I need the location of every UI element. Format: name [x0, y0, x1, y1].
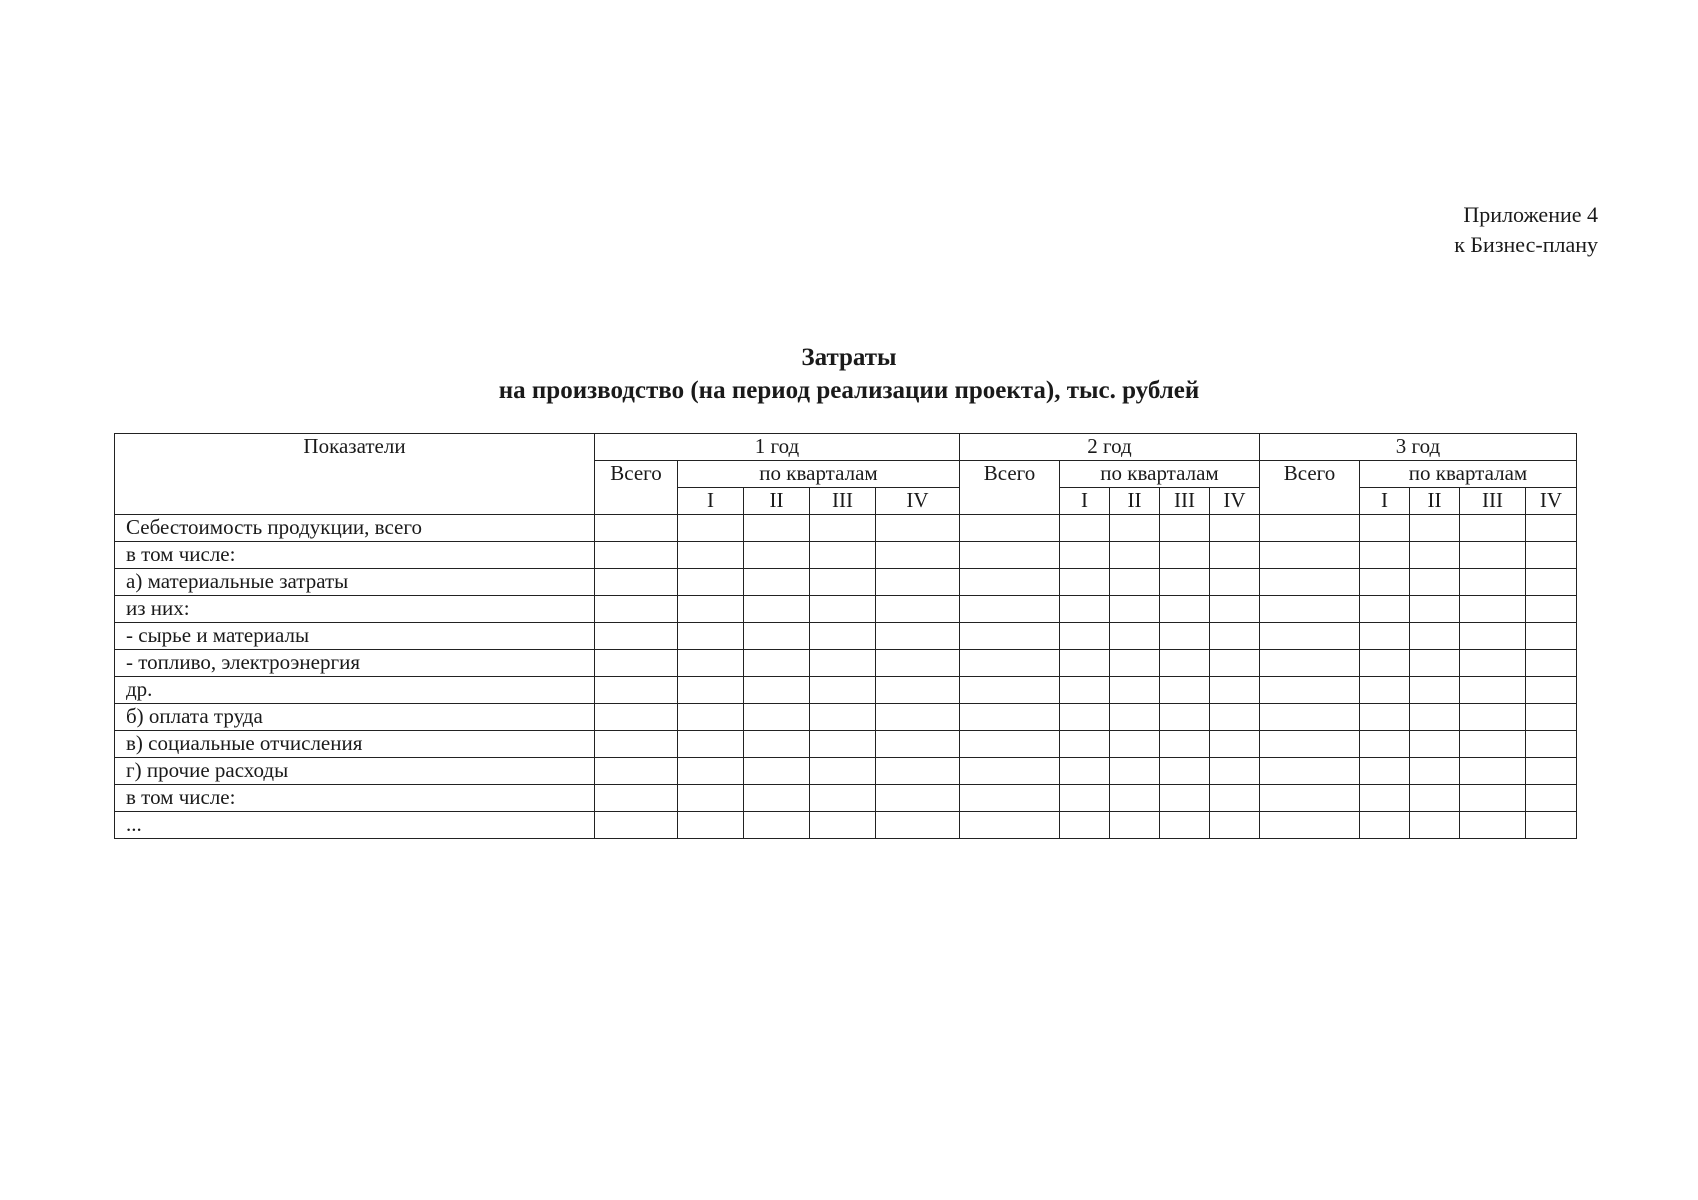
value-cell — [1526, 515, 1577, 542]
value-cell — [1410, 650, 1460, 677]
value-cell — [595, 758, 678, 785]
value-cell — [1410, 758, 1460, 785]
year-1-quarters-header: по кварталам — [678, 461, 960, 488]
value-cell — [1360, 650, 1410, 677]
value-cell — [1410, 542, 1460, 569]
value-cell — [595, 515, 678, 542]
row-label: в) социальные отчисления — [115, 731, 595, 758]
value-cell — [744, 785, 810, 812]
value-cell — [744, 623, 810, 650]
value-cell — [1526, 569, 1577, 596]
year-3-header: 3 год — [1260, 434, 1577, 461]
value-cell — [1260, 812, 1360, 839]
value-cell — [1160, 515, 1210, 542]
value-cell — [810, 596, 876, 623]
value-cell — [960, 812, 1060, 839]
value-cell — [1526, 542, 1577, 569]
value-cell — [1210, 704, 1260, 731]
row-label: др. — [115, 677, 595, 704]
value-cell — [1110, 785, 1160, 812]
value-cell — [1526, 785, 1577, 812]
value-cell — [1160, 623, 1210, 650]
value-cell — [744, 596, 810, 623]
value-cell — [960, 785, 1060, 812]
value-cell — [1060, 515, 1110, 542]
value-cell — [1110, 596, 1160, 623]
value-cell — [1360, 569, 1410, 596]
table-row — [115, 623, 1577, 650]
title-subtitle: на производство (на период реализации проекта), тыс. рублей — [498, 377, 1200, 404]
year-2-total-header: Всего — [960, 461, 1060, 515]
appendix-number: Приложение 4 — [1463, 202, 1598, 227]
value-cell — [1526, 758, 1577, 785]
value-cell — [960, 704, 1060, 731]
value-cell — [876, 812, 960, 839]
value-cell — [810, 623, 876, 650]
value-cell — [810, 677, 876, 704]
value-cell — [960, 569, 1060, 596]
value-cell — [1360, 731, 1410, 758]
value-cell — [1260, 623, 1360, 650]
value-cell — [1060, 596, 1110, 623]
value-cell — [1410, 812, 1460, 839]
table-row — [115, 758, 1577, 785]
value-cell — [744, 542, 810, 569]
value-cell — [1526, 731, 1577, 758]
value-cell — [876, 623, 960, 650]
value-cell — [1260, 650, 1360, 677]
year-3-quarter-header: III — [1460, 488, 1526, 515]
row-label: Себестоимость продукции, всего — [115, 515, 595, 542]
value-cell — [1160, 542, 1210, 569]
value-cell — [744, 650, 810, 677]
value-cell — [1110, 650, 1160, 677]
value-cell — [1260, 731, 1360, 758]
value-cell — [1060, 542, 1110, 569]
value-cell — [678, 677, 744, 704]
value-cell — [1060, 704, 1110, 731]
value-cell — [876, 515, 960, 542]
value-cell — [1360, 677, 1410, 704]
value-cell — [876, 542, 960, 569]
year-2-header: 2 год — [960, 434, 1260, 461]
value-cell — [1460, 785, 1526, 812]
value-cell — [678, 569, 744, 596]
value-cell — [1210, 515, 1260, 542]
value-cell — [1460, 515, 1526, 542]
value-cell — [1160, 785, 1210, 812]
value-cell — [678, 812, 744, 839]
value-cell — [678, 596, 744, 623]
year-1-header: 1 год — [595, 434, 960, 461]
value-cell — [1060, 677, 1110, 704]
value-cell — [1110, 758, 1160, 785]
header-row-years — [115, 434, 1577, 461]
value-cell — [595, 623, 678, 650]
value-cell — [1460, 731, 1526, 758]
value-cell — [1060, 812, 1110, 839]
value-cell — [595, 596, 678, 623]
value-cell — [1460, 704, 1526, 731]
row-label: а) материальные затраты — [115, 569, 595, 596]
value-cell — [678, 785, 744, 812]
document-title — [0, 341, 1698, 407]
value-cell — [1410, 596, 1460, 623]
year-2-quarter-header: II — [1110, 488, 1160, 515]
value-cell — [810, 704, 876, 731]
value-cell — [678, 515, 744, 542]
value-cell — [1260, 515, 1360, 542]
value-cell — [1110, 569, 1160, 596]
row-label: в том числе: — [115, 785, 595, 812]
value-cell — [1210, 542, 1260, 569]
value-cell — [1060, 785, 1110, 812]
table-row — [115, 650, 1577, 677]
value-cell — [595, 569, 678, 596]
value-cell — [876, 596, 960, 623]
year-3-quarters-header: по кварталам — [1360, 461, 1577, 488]
value-cell — [876, 569, 960, 596]
value-cell — [1160, 677, 1210, 704]
value-cell — [1360, 596, 1410, 623]
value-cell — [1526, 812, 1577, 839]
value-cell — [1110, 542, 1160, 569]
value-cell — [876, 677, 960, 704]
value-cell — [1110, 704, 1160, 731]
value-cell — [1410, 704, 1460, 731]
table-row — [115, 731, 1577, 758]
value-cell — [1210, 569, 1260, 596]
value-cell — [744, 758, 810, 785]
value-cell — [1410, 569, 1460, 596]
value-cell — [1060, 623, 1110, 650]
value-cell — [1060, 758, 1110, 785]
value-cell — [810, 731, 876, 758]
value-cell — [810, 650, 876, 677]
value-cell — [1460, 542, 1526, 569]
value-cell — [744, 704, 810, 731]
value-cell — [595, 542, 678, 569]
value-cell — [960, 758, 1060, 785]
value-cell — [960, 650, 1060, 677]
value-cell — [1460, 812, 1526, 839]
value-cell — [744, 731, 810, 758]
table-body — [115, 515, 1577, 839]
value-cell — [1260, 596, 1360, 623]
year-1-quarter-header: IV — [876, 488, 960, 515]
value-cell — [1526, 704, 1577, 731]
value-cell — [1360, 704, 1410, 731]
value-cell — [1210, 785, 1260, 812]
value-cell — [1110, 731, 1160, 758]
row-label: - топливо, электроэнергия — [115, 650, 595, 677]
table-header — [115, 434, 1577, 515]
appendix-note — [1454, 200, 1598, 260]
value-cell — [1160, 812, 1210, 839]
title-main: Затраты — [801, 344, 897, 371]
value-cell — [960, 515, 1060, 542]
value-cell — [1210, 758, 1260, 785]
value-cell — [1526, 596, 1577, 623]
year-2-quarter-header: III — [1160, 488, 1210, 515]
value-cell — [595, 731, 678, 758]
value-cell — [1360, 758, 1410, 785]
appendix-reference: к Бизнес-плану — [1454, 232, 1598, 257]
year-3-quarter-header: II — [1410, 488, 1460, 515]
value-cell — [1260, 704, 1360, 731]
value-cell — [810, 758, 876, 785]
value-cell — [810, 515, 876, 542]
value-cell — [1060, 731, 1110, 758]
value-cell — [1460, 596, 1526, 623]
value-cell — [1410, 515, 1460, 542]
value-cell — [1210, 596, 1260, 623]
value-cell — [595, 650, 678, 677]
value-cell — [810, 569, 876, 596]
value-cell — [1360, 785, 1410, 812]
value-cell — [960, 542, 1060, 569]
value-cell — [1526, 677, 1577, 704]
value-cell — [595, 704, 678, 731]
value-cell — [678, 650, 744, 677]
year-3-quarter-header: IV — [1526, 488, 1577, 515]
row-label: из них: — [115, 596, 595, 623]
production-costs-table — [114, 433, 1577, 839]
value-cell — [1526, 623, 1577, 650]
value-cell — [1526, 650, 1577, 677]
value-cell — [1210, 731, 1260, 758]
value-cell — [1360, 812, 1410, 839]
value-cell — [810, 812, 876, 839]
value-cell — [1160, 569, 1210, 596]
table-row — [115, 677, 1577, 704]
table-row — [115, 542, 1577, 569]
indicator-header: Показатели — [115, 434, 595, 515]
year-3-total-header: Всего — [1260, 461, 1360, 515]
table-row — [115, 569, 1577, 596]
value-cell — [1410, 677, 1460, 704]
table-row — [115, 785, 1577, 812]
value-cell — [960, 677, 1060, 704]
value-cell — [960, 731, 1060, 758]
value-cell — [1110, 812, 1160, 839]
value-cell — [1360, 515, 1410, 542]
value-cell — [1210, 677, 1260, 704]
value-cell — [1360, 623, 1410, 650]
value-cell — [595, 785, 678, 812]
row-label: г) прочие расходы — [115, 758, 595, 785]
value-cell — [1110, 515, 1160, 542]
table-row — [115, 596, 1577, 623]
value-cell — [595, 677, 678, 704]
year-2-quarter-header: IV — [1210, 488, 1260, 515]
value-cell — [876, 785, 960, 812]
table-row — [115, 704, 1577, 731]
value-cell — [678, 758, 744, 785]
value-cell — [595, 812, 678, 839]
value-cell — [876, 758, 960, 785]
value-cell — [1160, 758, 1210, 785]
value-cell — [1160, 650, 1210, 677]
value-cell — [1160, 596, 1210, 623]
value-cell — [960, 623, 1060, 650]
table-row — [115, 812, 1577, 839]
row-label: - сырье и материалы — [115, 623, 595, 650]
value-cell — [1360, 542, 1410, 569]
value-cell — [1110, 623, 1160, 650]
row-label: б) оплата труда — [115, 704, 595, 731]
row-label: в том числе: — [115, 542, 595, 569]
value-cell — [1260, 542, 1360, 569]
value-cell — [678, 731, 744, 758]
value-cell — [1160, 704, 1210, 731]
value-cell — [876, 650, 960, 677]
value-cell — [678, 542, 744, 569]
value-cell — [1460, 650, 1526, 677]
year-1-quarter-header: II — [744, 488, 810, 515]
year-2-quarter-header: I — [1060, 488, 1110, 515]
year-1-quarter-header: I — [678, 488, 744, 515]
value-cell — [744, 569, 810, 596]
value-cell — [1210, 623, 1260, 650]
value-cell — [1260, 677, 1360, 704]
value-cell — [1460, 569, 1526, 596]
value-cell — [1110, 677, 1160, 704]
year-1-total-header: Всего — [595, 461, 678, 515]
value-cell — [1410, 623, 1460, 650]
value-cell — [1410, 785, 1460, 812]
value-cell — [1060, 569, 1110, 596]
value-cell — [1260, 785, 1360, 812]
value-cell — [744, 812, 810, 839]
value-cell — [1260, 758, 1360, 785]
value-cell — [1410, 731, 1460, 758]
value-cell — [744, 677, 810, 704]
table-row — [115, 515, 1577, 542]
value-cell — [1060, 650, 1110, 677]
value-cell — [810, 542, 876, 569]
value-cell — [1160, 731, 1210, 758]
value-cell — [678, 623, 744, 650]
value-cell — [1460, 677, 1526, 704]
value-cell — [1460, 623, 1526, 650]
value-cell — [960, 596, 1060, 623]
value-cell — [1460, 758, 1526, 785]
value-cell — [876, 731, 960, 758]
row-label: ... — [115, 812, 595, 839]
value-cell — [1210, 650, 1260, 677]
year-1-quarter-header: III — [810, 488, 876, 515]
year-3-quarter-header: I — [1360, 488, 1410, 515]
value-cell — [810, 785, 876, 812]
value-cell — [744, 515, 810, 542]
value-cell — [1210, 812, 1260, 839]
year-2-quarters-header: по кварталам — [1060, 461, 1260, 488]
value-cell — [876, 704, 960, 731]
value-cell — [1260, 569, 1360, 596]
value-cell — [678, 704, 744, 731]
